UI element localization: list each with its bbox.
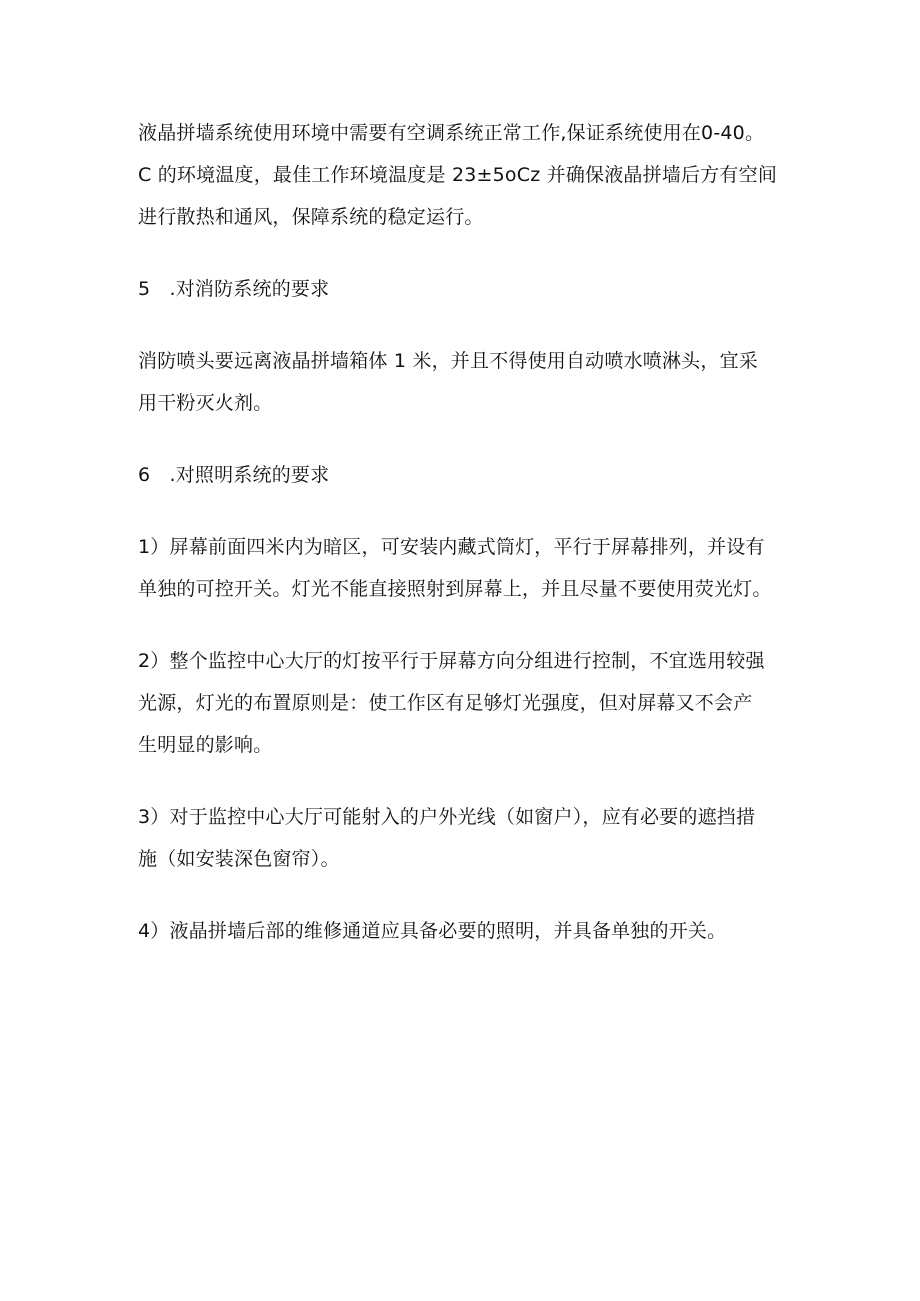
paragraph-line: C 的环境温度，最佳工作环境温度是 23±5oCz 并确保液晶拼墙后方有空间 — [138, 164, 778, 186]
section-heading-lighting — [138, 454, 798, 496]
section-heading-fire-protection — [138, 268, 798, 310]
paragraph-environment — [138, 112, 798, 238]
paragraph-line: 单独的可控开关。灯光不能直接照射到屏幕上，并且尽量不要使用荧光灯。 — [138, 578, 772, 600]
paragraph-fire-protection — [138, 340, 798, 424]
paragraph-line: 4）液晶拼墙后部的维修通道应具备必要的照明，并具备单独的开关。 — [138, 920, 727, 942]
paragraph-line: 1）屏幕前面四米内为暗区，可安装内藏式筒灯，平行于屏幕排列，并设有 — [138, 536, 765, 558]
paragraph-line: 3）对于监控中心大厅可能射入的户外光线（如窗户），应有必要的遮挡措 — [138, 806, 756, 828]
paragraph-line: 进行散热和通风，保障系统的稳定运行。 — [138, 206, 484, 228]
heading-text: 6 .对照明系统的要求 — [138, 464, 330, 486]
list-item-lighting-1 — [138, 526, 798, 610]
paragraph-line: 光源，灯光的布置原则是：使工作区有足够灯光强度，但对屏幕又不会产 — [138, 692, 753, 714]
list-item-lighting-4 — [138, 910, 798, 952]
paragraph-line: 生明显的影响。 — [138, 734, 273, 756]
list-item-lighting-2 — [138, 640, 798, 766]
paragraph-line: 用干粉灭火剂。 — [138, 392, 273, 414]
heading-text: 5 .对消防系统的要求 — [138, 278, 330, 300]
paragraph-line: 消防喷头要远离液晶拼墙箱体 1 米，并且不得使用自动喷水喷淋头，宜采 — [138, 350, 758, 372]
list-item-lighting-3 — [138, 796, 798, 880]
paragraph-line: 施（如安装深色窗帘）。 — [138, 848, 340, 870]
document-body — [138, 112, 798, 952]
paragraph-line: 液晶拼墙系统使用环境中需要有空调系统正常工作,保证系统使用在0-40。 — [138, 122, 765, 144]
paragraph-line: 2）整个监控中心大厅的灯按平行于屏幕方向分组进行控制，不宜选用较强 — [138, 650, 765, 672]
